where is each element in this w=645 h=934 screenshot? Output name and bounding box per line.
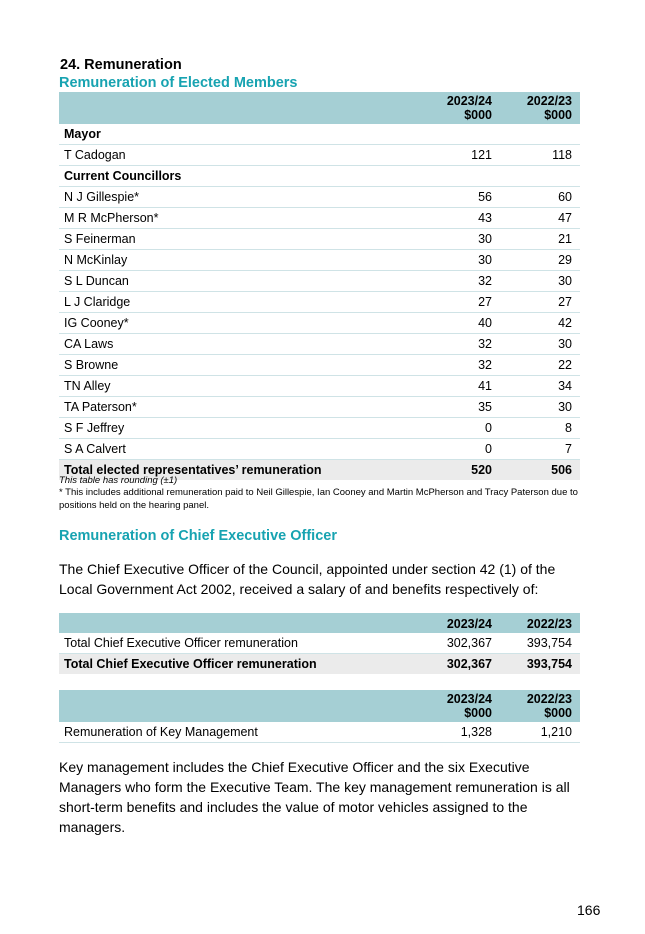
key-management-table [59,690,580,743]
table-row: L J Claridge 27 27 [59,292,580,313]
col-2022-23: 2022/23 $000 [500,690,580,722]
table-row: M R McPherson* 43 47 [59,208,580,229]
table-row: IG Cooney* 40 42 [59,313,580,334]
table-row: S Feinerman 30 21 [59,229,580,250]
col-2023-24: 2023/24 $000 [420,92,500,124]
table-row: Remuneration of Key Management 1,328 1,210 [59,722,580,743]
page-number: 166 [577,902,601,918]
table-header [59,613,580,633]
elected-members-table [59,92,580,480]
table-row: S Browne 32 22 [59,355,580,376]
table-row: N McKinlay 30 29 [59,250,580,271]
table-row: TN Alley 41 34 [59,376,580,397]
elected-members-heading: Remuneration of Elected Members [59,75,298,91]
total-row: Total elected representatives’ remuneration 520 506 [59,460,580,481]
table-row: S F Jeffrey 0 8 [59,418,580,439]
col-2023-24: 2023/24 [420,613,500,633]
total-row: Total Chief Executive Officer remuneration 302,367 393,754 [59,654,580,675]
table-row: S A Calvert 0 7 [59,439,580,460]
mayor-section-label: Mayor [59,124,580,145]
table-row: Total Chief Executive Officer remuneration 302,367 393,754 [59,633,580,654]
key-management-paragraph: Key management includes the Chief Executive Officer and the six Executive Managers who form the Executive Team. The key management remuneration is all short-term benefits and includes the value of motor vehicles assigned to the managers. [59,759,570,835]
rounding-note: This table has rounding (±1) [59,475,178,486]
ceo-heading: Remuneration of Chief Executive Officer [59,528,337,544]
ceo-intro-paragraph: The Chief Executive Officer of the Council, appointed under section 42 (1) of the Local Government Act 2002, received a salary of and benefits respectively of: [59,561,556,597]
table-row: N J Gillespie* 56 60 [59,187,580,208]
footnote: * This includes additional remuneration paid to Neil Gillespie, Ian Cooney and Martin McPherson and Tracy Paterson due to positions held on the hearing panel. [59,487,578,511]
table-row: S L Duncan 32 30 [59,271,580,292]
councillors-section-label: Current Councillors [59,166,580,187]
table-row: TA Paterson* 35 30 [59,397,580,418]
ceo-table [59,613,580,674]
col-2023-24: 2023/24 $000 [420,690,500,722]
section-heading: 24. Remuneration [60,57,182,73]
table-header [59,92,580,124]
col-2022-23: 2022/23 [500,613,580,633]
table-row: T Cadogan 121 118 [59,145,580,166]
table-header [59,690,580,722]
col-2022-23: 2022/23 $000 [500,92,580,124]
table-row: CA Laws 32 30 [59,334,580,355]
